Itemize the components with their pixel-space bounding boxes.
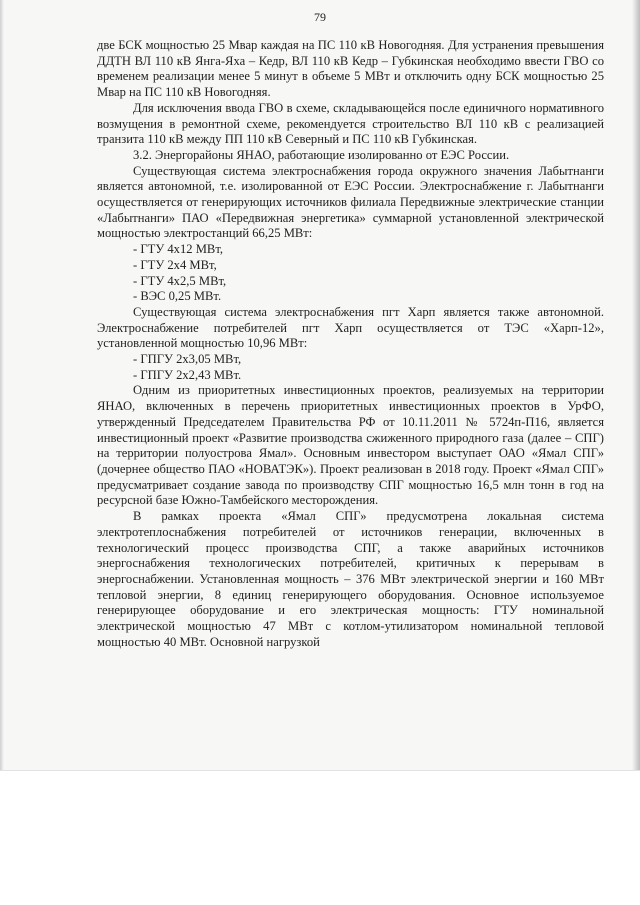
list-item: - ВЭС 0,25 МВт. [133,289,222,304]
paragraph: Одним из приоритетных инвестиционных проектов, реализуемых на территории ЯНАО, включенных в перечень приоритетных инвестиционных проектов в УрФО, утвержденный Председателем Правительства РФ от 10.11.2011 № 5724п-П16, является инвестиционный проект «Развитие производства сжиженного природного газа (далее – СПГ) на территории полуострова Ямал». Основным инвестором выступает ОАО «Ямал СПГ» (дочернее общество ПАО «НОВАТЭК»). Проект реализован в 2018 году. Проект «Ямал СПГ» предусматривает создание завода по производству СПГ мощностью 16,5 млн тонн в год на ресурсной базе Южно-Тамбейского месторождения. [97,383,604,508]
list-item: - ГПГУ 2х2,43 МВт. [133,367,242,382]
paragraph: Существующая система электроснабжения города окружного значения Лабытнанги является автономной, т.е. изолированной от ЕЭС России. Электроснабжение г. Лабытнанги осуществляется от генерирующих источников филиала Передвижные электрические станции «Лабытнанги» ПАО «Передвижная энергетика» суммарной установленной электрической мощностью электростанций 66,25 МВт: [97,163,604,241]
scan-shadow-left [0,0,4,770]
list-item: - ГТУ 2х4 МВт, [133,257,217,272]
scan-shadow-right [632,0,640,770]
list-item: - ГТУ 4х2,5 МВт, [133,273,227,288]
paragraph: В рамках проекта «Ямал СПГ» предусмотрена локальная система электротеплоснабжения потребителей от источников генерации, включенных в технологический процесс производства СПГ, а также аварийных источников энергоснабжения технологических потребителей, критичных к перерывам в энергоснабжении. Установленная мощность – 376 МВт электрической энергии и 160 МВт тепловой энергии, 8 единиц генерирующего оборудования. Основное используемое генерирующее оборудование и его электрическая мощность: ГТУ номинальной электрической мощностью 47 МВт с котлом-утилизатором номинальной тепловой мощностью 40 МВт. Основной нагрузкой [97,509,604,649]
section-heading: 3.2. Энергорайоны ЯНАО, работающие изолированно от ЕЭС России. [133,147,510,162]
paragraph: Существующая система электроснабжения пгт Харп является также автономной. Электроснабжение потребителей пгт Харп осуществляется от ТЭС «Харп-12», установленной мощностью 10,96 МВт: [97,304,604,351]
paragraph-continuation: две БСК мощностью 25 Мвар каждая на ПС 110 кВ Новогодняя. Для устранения превышения ДДТН ВЛ 110 кВ Янга-Яха – Кедр, ВЛ 110 кВ Кедр – Губкинская необходимо ввести ГВО со временем реализации менее 5 минут в объеме 5 МВт и отключить одну БСК мощностью 25 Мвар на ПС 110 кВ Новогодняя. [97,38,604,100]
document-body [97,38,604,650]
page-number: 79 [314,10,326,24]
list-item: - ГПГУ 2х3,05 МВт, [133,352,242,367]
paragraph: Для исключения ввода ГВО в схеме, складывающейся после единичного нормативного возмущения в ремонтной схеме, рекомендуется строительство ВЛ 110 кВ с реализацией транзита 110 кВ между ПП 110 кВ Северный и ПС 110 кВ Губкинская. [97,100,604,147]
list-item: - ГТУ 4х12 МВт, [133,242,224,257]
